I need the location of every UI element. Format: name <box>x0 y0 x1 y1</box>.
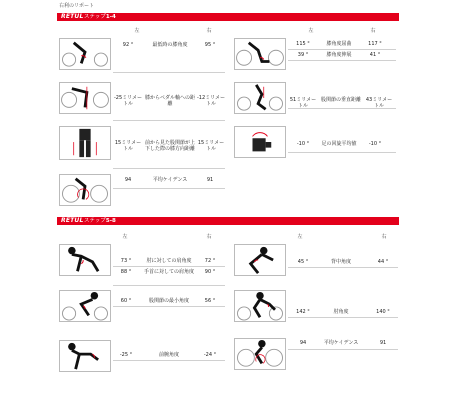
row-divider <box>113 188 225 189</box>
row-divider <box>113 360 225 361</box>
value-right: 91 <box>206 177 214 183</box>
col-header-right: 右 <box>206 234 212 240</box>
value-left: 94 <box>299 340 307 346</box>
value-left: 88 ° <box>120 269 132 275</box>
value-right: 56 ° <box>204 298 216 304</box>
col-header-right: 右 <box>370 28 376 34</box>
value-left: -25 ° <box>119 352 133 358</box>
row-divider <box>113 285 225 286</box>
metric-label: 平均ケイデンス <box>323 340 359 346</box>
value-right: 44 ° <box>377 259 389 265</box>
metric-label: 股関節の最小角度 <box>148 298 189 304</box>
value-left: -10 ° <box>296 141 310 147</box>
hip-min-angle-icon <box>59 290 111 322</box>
row-divider <box>113 306 225 307</box>
section-banner-steps-1-4 <box>57 13 399 21</box>
metric-label: 平均ケイデンス <box>152 177 188 183</box>
forearm-angle-icon <box>59 340 111 372</box>
metric-label: 前から見た股関節が上下した際の膝方向距離 <box>144 140 195 152</box>
metric-label: 足の回旋平均値 <box>321 141 357 147</box>
metric-label: 肘角度 <box>333 309 349 315</box>
cadence-icon <box>234 338 286 370</box>
value-right: 117 ° <box>368 41 382 47</box>
step-label: ステップ5-8 <box>84 218 116 224</box>
value-right: -12ミリメートル <box>196 95 226 107</box>
metric-label: 手首に対しての肩角度 <box>143 269 194 275</box>
value-left: 15ミリメートル <box>114 140 142 152</box>
foot-rotation-icon <box>234 126 286 158</box>
metric-label: 膝からペダル軸への距離 <box>144 95 195 107</box>
col-header-right: 右 <box>381 234 387 240</box>
section-banner-steps-5-8 <box>57 217 399 225</box>
knee-pedal-axis-icon <box>59 82 111 114</box>
row-divider <box>113 168 225 169</box>
value-right: 90 ° <box>204 269 216 275</box>
value-left: 142 ° <box>296 309 310 315</box>
row-divider <box>288 49 396 50</box>
value-left: -25ミリメートル <box>113 95 143 107</box>
row-divider <box>113 120 225 121</box>
metric-label: 股関節の垂直距離 <box>320 97 361 103</box>
ankle-angle-icon <box>234 38 286 70</box>
value-right: 91 <box>379 340 387 346</box>
row-divider <box>113 72 225 73</box>
hip-vertical-icon <box>234 82 286 114</box>
cadence-icon <box>59 174 111 206</box>
value-right: 43ミリメートル <box>365 97 393 109</box>
value-right: 41 ° <box>369 52 381 58</box>
value-left: 45 ° <box>297 259 309 265</box>
knee-lateral-icon <box>59 126 111 160</box>
col-header-left: 左 <box>134 28 140 34</box>
metric-label: 膝角度伸展 <box>326 52 352 58</box>
step-label: ステップ1-4 <box>84 14 116 20</box>
page-title: 右利のリポート <box>59 3 95 9</box>
row-divider <box>288 152 396 153</box>
row-divider <box>288 349 398 350</box>
value-left: 94 <box>124 177 132 183</box>
value-left: 115 ° <box>296 41 310 47</box>
value-right: 15ミリメートル <box>197 140 225 152</box>
value-left: 51ミリメートル <box>289 97 317 109</box>
value-right: 72 ° <box>204 258 216 264</box>
value-left: 60 ° <box>120 298 132 304</box>
row-divider <box>288 108 396 109</box>
metric-label: 最低時の膝角度 <box>152 42 188 48</box>
col-header-left: 左 <box>122 234 128 240</box>
back-angle-icon <box>234 244 286 276</box>
value-left: 92 ° <box>122 42 134 48</box>
value-left: 73 ° <box>120 258 132 264</box>
shoulder-elbow-icon <box>59 244 111 276</box>
row-divider <box>113 266 225 267</box>
metric-label: 肘に対しての肩角度 <box>146 258 192 264</box>
retul-logo: RETÜL <box>61 13 84 20</box>
value-right: -24 ° <box>203 352 217 358</box>
value-right: 140 ° <box>376 309 390 315</box>
value-right: 95 ° <box>204 42 216 48</box>
retul-logo: RETÜL <box>61 217 84 224</box>
col-header-left: 左 <box>308 28 314 34</box>
metric-label: 背中角度 <box>330 259 351 265</box>
metric-label: 膝角度屈曲 <box>326 41 352 47</box>
metric-label: 前腕角度 <box>158 352 179 358</box>
elbow-angle-icon <box>234 290 286 322</box>
col-header-right: 右 <box>206 28 212 34</box>
value-left: 39 ° <box>297 52 309 58</box>
row-divider <box>288 317 398 318</box>
value-right: -10 ° <box>368 141 382 147</box>
knee-angle-icon <box>59 38 111 70</box>
col-header-left: 左 <box>297 234 303 240</box>
row-divider <box>288 267 398 268</box>
row-divider <box>288 60 396 61</box>
